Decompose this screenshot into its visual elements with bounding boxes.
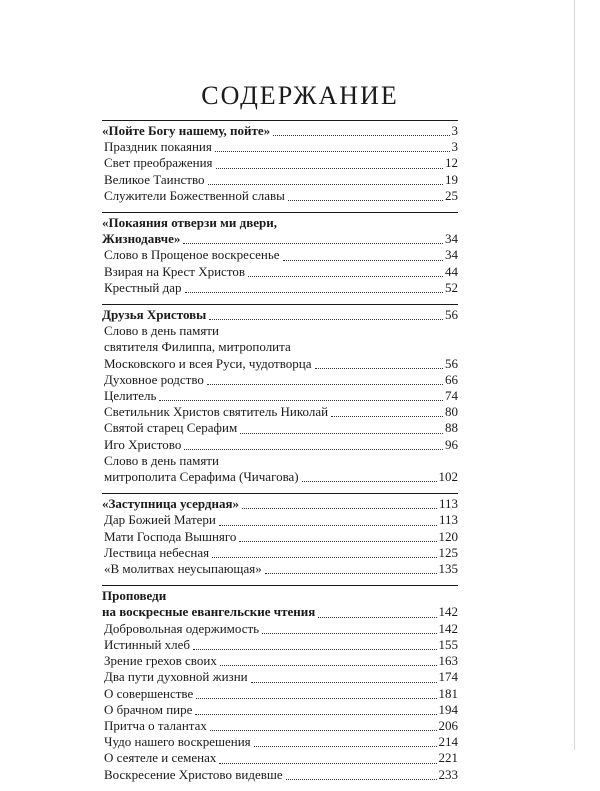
dot-leader (315, 358, 443, 369)
entry-title: Истинный хлеб (104, 636, 191, 652)
toc-entry[interactable] (102, 767, 458, 783)
dot-leader (265, 563, 437, 574)
toc-entry[interactable] (102, 653, 458, 669)
page-number: 56 (445, 355, 458, 371)
page-number: 125 (438, 544, 458, 560)
page-number: 56 (445, 307, 458, 323)
dot-leader (286, 769, 437, 780)
dot-leader (220, 655, 437, 666)
entry-title: Мати Господа Вышняго (104, 528, 237, 544)
entry-title: «Пойте Богу нашему, пойте» (102, 123, 271, 138)
page-number: 44 (445, 263, 458, 279)
entry-title: Духовное родство (104, 371, 204, 387)
dot-leader (251, 672, 437, 683)
entry-title: Крестный дар (104, 279, 182, 295)
page-number: 80 (445, 404, 458, 420)
toc-section (102, 212, 458, 296)
dot-leader (185, 282, 444, 293)
dot-leader (262, 623, 436, 634)
dot-leader (239, 531, 436, 542)
entry-line: Слово в день памяти (104, 452, 219, 468)
dot-leader (210, 720, 437, 731)
entry-title: Свет преображения (104, 155, 213, 171)
dot-leader (212, 547, 436, 558)
dot-leader (318, 607, 436, 618)
toc-entry[interactable] (102, 388, 458, 404)
toc-section (102, 304, 458, 485)
toc-entry[interactable] (102, 637, 458, 653)
page-number: 194 (438, 701, 458, 717)
toc-entry[interactable] (102, 469, 458, 485)
page-number: 3 (451, 123, 458, 138)
page-number: 3 (451, 139, 458, 155)
toc-entry[interactable] (102, 139, 458, 155)
dot-leader (195, 704, 436, 715)
dot-leader (288, 190, 443, 201)
section-heading[interactable] (102, 604, 458, 620)
section-heading-line: «Покаяния отверзи ми двери, (102, 215, 277, 231)
dot-leader (219, 753, 436, 764)
entry-title: О брачном пире (104, 701, 193, 717)
page-number: 25 (445, 187, 458, 203)
page-number: 102 (438, 469, 458, 485)
dot-leader (209, 309, 443, 320)
dot-leader (207, 374, 443, 385)
toc-entry[interactable] (102, 188, 458, 204)
toc-entry[interactable] (102, 280, 458, 296)
page-number: 214 (438, 734, 458, 750)
toc-entry[interactable] (102, 172, 458, 188)
section-heading[interactable] (102, 123, 458, 139)
dot-leader (240, 423, 443, 434)
toc-entry[interactable] (102, 750, 458, 766)
dot-leader (242, 498, 437, 509)
entry-title: Великое Таинство (104, 171, 205, 187)
page-number: 66 (445, 371, 458, 387)
section-heading[interactable] (102, 231, 458, 247)
dot-leader (159, 390, 443, 401)
entry-title: Светильник Христов святитель Николай (104, 404, 329, 420)
entry-title: Служители Божественной славы (104, 187, 285, 203)
entry-title: «Заступница усердная» (102, 496, 240, 512)
entry-title: Жизнодавче» (102, 231, 181, 247)
dot-leader (183, 233, 443, 244)
entry-title: Притча о талантах (104, 717, 207, 733)
toc-entry[interactable] (102, 702, 458, 718)
toc-entry[interactable] (102, 621, 458, 637)
entry-title: Воскресение Христово видевше (104, 766, 283, 782)
toc-entry[interactable] (102, 404, 458, 420)
page-number: 52 (445, 279, 458, 295)
page-number: 174 (438, 669, 458, 685)
entry-title: О сеятеле и семенах (104, 750, 217, 766)
page-number: 142 (438, 620, 458, 636)
page-number: 34 (445, 231, 458, 247)
entry-title: Московского и всея Руси, чудотворца (104, 355, 312, 371)
dot-leader (219, 515, 437, 526)
toc-entry[interactable] (102, 247, 458, 263)
entry-title: митрополита Серафима (Чичагова) (104, 469, 299, 485)
page-edge (574, 0, 575, 750)
toc-entry[interactable] (102, 264, 458, 280)
toc-entry[interactable] (102, 356, 458, 372)
page-number: 74 (445, 388, 458, 404)
toc-entry[interactable] (102, 734, 458, 750)
page-number: 12 (445, 155, 458, 171)
toc-entry[interactable] (102, 420, 458, 436)
entry-title: Добровольная одержимость (104, 620, 260, 636)
dot-leader (283, 250, 443, 261)
entry-title: Целитель (104, 388, 157, 404)
entry-title: Дар Божией Матери (104, 512, 216, 528)
entry-title: Иго Христово (104, 436, 182, 452)
page-number: 120 (438, 528, 458, 544)
entry-title: Зрение грехов своих (104, 653, 217, 669)
dot-leader (215, 141, 450, 152)
toc-entry[interactable] (102, 155, 458, 171)
table-of-contents (102, 120, 458, 791)
dot-leader (331, 406, 443, 417)
toc-entry[interactable] (102, 718, 458, 734)
entry-title: Друзья Христовы (102, 307, 207, 323)
toc-section (102, 120, 458, 204)
entry-title: на воскресные евангельские чтения (102, 604, 316, 620)
section-heading[interactable] (102, 307, 458, 323)
entry-title: «В молитвах неусыпающая» (104, 561, 262, 577)
toc-entry[interactable] (102, 669, 458, 685)
page-title: СОДЕРЖАНИЕ (201, 81, 399, 111)
entry-title: Чудо нашего воскрешения (104, 734, 251, 750)
entry-title: Лествица небесная (104, 544, 210, 560)
toc-section (102, 585, 458, 782)
toc-section (102, 493, 458, 577)
dot-leader (248, 266, 443, 277)
section-heading[interactable] (102, 496, 458, 512)
dot-leader (273, 125, 449, 136)
entry-line: Слово в день памяти (104, 323, 219, 339)
dot-leader (196, 688, 436, 699)
page-number: 19 (445, 171, 458, 187)
dot-leader (184, 439, 443, 450)
page-number: 233 (438, 766, 458, 782)
entry-title: Два пути духовной жизни (104, 669, 248, 685)
dot-leader (302, 471, 437, 482)
dot-leader (254, 736, 437, 747)
entry-title: О совершенстве (104, 685, 194, 701)
page-number: 135 (438, 561, 458, 577)
toc-entry[interactable] (102, 561, 458, 577)
page-number: 181 (438, 685, 458, 701)
page-number: 142 (438, 604, 458, 620)
toc-entry[interactable] (102, 545, 458, 561)
entry-title: Слово в Прощеное воскресенье (104, 247, 280, 263)
dot-leader (193, 639, 436, 650)
toc-entry[interactable] (102, 512, 458, 528)
toc-entry[interactable] (102, 437, 458, 453)
entry-line: святителя Филиппа, митрополита (104, 339, 291, 355)
entry-title: Взирая на Крест Христов (104, 263, 245, 279)
page-number: 155 (438, 636, 458, 652)
page-number: 113 (438, 496, 458, 512)
page-number: 113 (438, 512, 458, 528)
dot-leader (216, 158, 443, 169)
toc-entry[interactable] (102, 529, 458, 545)
page-number: 206 (438, 717, 458, 733)
entry-title: Святой старец Серафим (104, 420, 238, 436)
toc-entry[interactable] (102, 372, 458, 388)
dot-leader (208, 174, 443, 185)
page-number: 34 (445, 247, 458, 263)
page-number: 163 (438, 653, 458, 669)
page-number: 221 (438, 750, 458, 766)
section-heading-line: Проповеди (102, 588, 167, 604)
entry-title: Праздник покаяния (104, 139, 212, 155)
toc-entry[interactable] (102, 686, 458, 702)
page-number: 96 (445, 436, 458, 452)
page-number: 88 (445, 420, 458, 436)
